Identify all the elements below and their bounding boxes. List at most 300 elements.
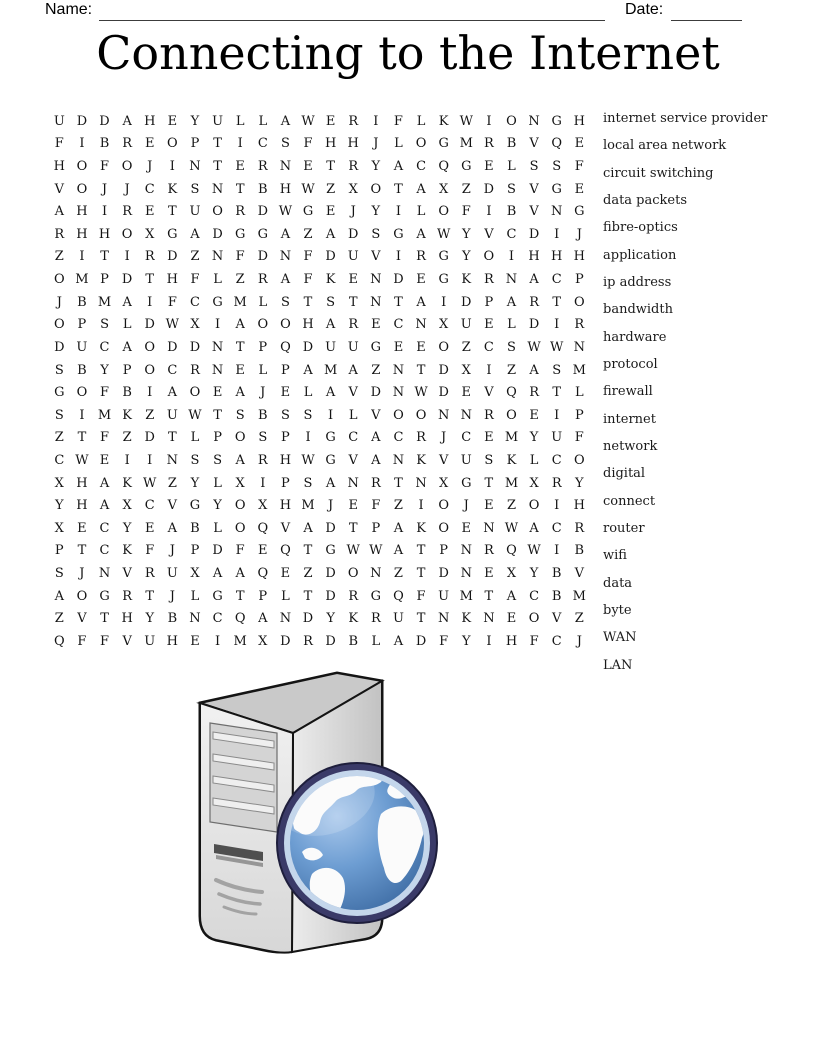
grid-letter: O	[573, 294, 585, 310]
grid-letter: G	[461, 475, 472, 491]
grid-letter: A	[54, 204, 64, 220]
grid-letter: A	[122, 113, 132, 129]
grid-letter: X	[235, 475, 245, 491]
grid-letter: D	[325, 249, 336, 265]
grid-letter: S	[303, 407, 313, 423]
grid-letter: U	[144, 633, 156, 649]
grid-letter: P	[122, 362, 132, 378]
grid-letter: O	[393, 407, 404, 423]
grid-letter: T	[77, 430, 87, 446]
grid-letter: Z	[235, 272, 245, 288]
grid-letter: M	[459, 588, 473, 604]
grid-letter: L	[281, 588, 290, 604]
grid-letter: C	[551, 633, 562, 649]
grid-row	[48, 472, 591, 495]
grid-letter: T	[100, 249, 109, 265]
grid-letter: D	[302, 611, 314, 627]
grid-row	[48, 585, 591, 608]
grid-letter: G	[438, 272, 449, 288]
grid-letter: Y	[371, 204, 381, 220]
grid-letter: J	[124, 181, 130, 197]
grid-letter: J	[147, 159, 153, 175]
grid-letter: V	[438, 452, 449, 468]
grid-letter: V	[574, 565, 585, 581]
grid-letter: E	[303, 159, 313, 175]
grid-letter: U	[325, 339, 337, 355]
grid-letter: T	[213, 407, 222, 423]
grid-letter: N	[460, 407, 472, 423]
grid-letter: D	[370, 385, 382, 401]
grid-letter: F	[303, 136, 313, 152]
word-list-item: wifi	[603, 548, 627, 564]
grid-letter: V	[77, 611, 87, 627]
word-search-grid	[48, 110, 591, 653]
grid-letter: Z	[167, 475, 177, 491]
grid-letter: Y	[529, 565, 539, 581]
grid-letter: J	[576, 226, 582, 242]
grid-letter: J	[576, 633, 582, 649]
grid-letter: H	[573, 113, 585, 129]
grid-letter: F	[100, 159, 110, 175]
grid-letter: M	[504, 430, 519, 446]
grid-letter: E	[99, 452, 110, 468]
grid-letter: U	[347, 249, 359, 265]
grid-letter: W	[278, 204, 293, 220]
grid-letter: H	[76, 204, 88, 220]
grid-letter: I	[305, 430, 311, 446]
grid-letter: W	[550, 339, 564, 355]
grid-letter: A	[235, 317, 245, 333]
grid-letter: J	[79, 565, 85, 581]
word-list-item: router	[603, 521, 645, 537]
grid-letter: U	[551, 430, 563, 446]
grid-letter: K	[348, 611, 359, 627]
grid-letter: O	[212, 204, 223, 220]
grid-letter: T	[303, 543, 313, 559]
grid-letter: E	[574, 136, 585, 152]
grid-letter: R	[122, 136, 133, 152]
grid-letter: S	[54, 362, 64, 378]
grid-letter: B	[77, 294, 87, 310]
grid-letter: N	[279, 611, 292, 627]
grid-letter: Y	[461, 249, 471, 265]
grid-letter: F	[100, 385, 110, 401]
grid-row	[48, 223, 591, 246]
grid-letter: J	[56, 294, 62, 310]
grid-letter: F	[235, 249, 245, 265]
grid-letter: E	[325, 113, 336, 129]
grid-letter: O	[144, 339, 156, 355]
grid-letter: S	[484, 452, 494, 468]
grid-letter: T	[77, 543, 87, 559]
grid-letter: T	[348, 294, 358, 310]
grid-letter: Z	[371, 362, 381, 378]
word-list	[603, 105, 767, 679]
grid-row	[48, 359, 591, 382]
grid-letter: D	[438, 565, 449, 581]
grid-letter: I	[486, 204, 492, 220]
grid-letter: C	[99, 339, 110, 355]
grid-letter: X	[348, 181, 358, 197]
grid-letter: N	[392, 362, 405, 378]
grid-letter: S	[280, 407, 290, 423]
grid-letter: N	[483, 520, 495, 536]
grid-letter: Z	[303, 565, 313, 581]
word-list-item: firewall	[603, 384, 653, 400]
grid-letter: J	[169, 588, 175, 604]
grid-letter: O	[234, 520, 246, 536]
word-list-item: connect	[603, 493, 656, 509]
grid-letter: A	[393, 543, 404, 559]
grid-letter: A	[371, 430, 381, 446]
grid-letter: P	[54, 543, 64, 559]
grid-letter: M	[301, 498, 315, 514]
grid-letter: A	[122, 294, 132, 310]
grid-letter: G	[167, 226, 178, 242]
grid-letter: U	[53, 113, 65, 129]
grid-letter: U	[460, 317, 472, 333]
grid-letter: X	[122, 498, 132, 514]
grid-letter: O	[438, 498, 449, 514]
grid-letter: W	[369, 543, 383, 559]
grid-letter: D	[438, 385, 449, 401]
grid-letter: E	[529, 407, 539, 423]
grid-letter: S	[280, 294, 290, 310]
grid-letter: O	[528, 611, 540, 627]
grid-letter: O	[76, 385, 88, 401]
grid-letter: K	[461, 611, 472, 627]
grid-letter: M	[504, 475, 519, 491]
grid-letter: I	[169, 159, 175, 175]
grid-letter: Y	[190, 113, 200, 129]
grid-row	[48, 404, 591, 427]
grid-letter: A	[280, 226, 291, 242]
grid-letter: E	[212, 385, 223, 401]
grid-letter: K	[416, 520, 426, 536]
grid-letter: R	[122, 204, 133, 220]
grid-letter: F	[145, 543, 155, 559]
grid-letter: Q	[506, 385, 517, 401]
grid-letter: I	[554, 317, 560, 333]
grid-letter: W	[527, 339, 541, 355]
grid-letter: W	[301, 113, 315, 129]
grid-letter: I	[328, 407, 334, 423]
grid-letter: H	[279, 452, 292, 468]
grid-letter: G	[370, 339, 382, 355]
grid-letter: O	[121, 159, 133, 175]
grid-letter: G	[212, 588, 223, 604]
grid-letter: W	[75, 452, 89, 468]
grid-letter: Y	[122, 520, 132, 536]
grid-letter: O	[189, 385, 201, 401]
grid-letter: K	[122, 407, 132, 423]
grid-letter: O	[234, 430, 246, 446]
grid-letter: A	[167, 385, 178, 401]
word-list-item: network	[603, 439, 658, 455]
grid-letter: R	[303, 633, 313, 649]
grid-letter: B	[122, 385, 132, 401]
grid-letter: C	[144, 498, 155, 514]
word-list-item: internet	[603, 411, 656, 427]
grid-letter: A	[280, 272, 291, 288]
grid-letter: H	[279, 181, 292, 197]
grid-letter: W	[504, 520, 519, 536]
grid-letter: N	[437, 611, 450, 627]
grid-letter: V	[348, 452, 358, 468]
grid-letter: H	[53, 159, 65, 175]
grid-letter: G	[551, 181, 562, 197]
grid-letter: H	[551, 249, 563, 265]
grid-letter: H	[144, 113, 156, 129]
grid-letter: W	[188, 407, 202, 423]
grid-letter: T	[235, 181, 245, 197]
grid-letter: N	[415, 317, 427, 333]
grid-letter: V	[280, 520, 291, 536]
grid-letter: Z	[461, 339, 471, 355]
grid-letter: K	[122, 475, 132, 491]
grid-letter: T	[326, 159, 335, 175]
grid-letter: R	[574, 317, 585, 333]
grid-letter: B	[77, 362, 87, 378]
grid-letter: F	[529, 633, 539, 649]
grid-letter: A	[416, 294, 426, 310]
grid-letter: G	[438, 136, 449, 152]
grid-letter: O	[347, 565, 359, 581]
grid-letter: I	[554, 543, 560, 559]
grid-letter: V	[529, 204, 539, 220]
grid-letter: L	[416, 113, 426, 129]
grid-letter: V	[552, 611, 562, 627]
grid-letter: E	[280, 565, 291, 581]
grid-letter: O	[370, 181, 382, 197]
grid-letter: A	[190, 226, 200, 242]
grid-letter: R	[257, 452, 268, 468]
grid-letter: L	[258, 113, 268, 129]
grid-letter: V	[54, 181, 64, 197]
grid-letter: T	[416, 565, 426, 581]
name-label: Name:	[45, 1, 93, 18]
grid-letter: P	[258, 339, 268, 355]
page-title: Connecting to the Internet	[96, 26, 720, 80]
grid-letter: D	[189, 339, 201, 355]
grid-letter: K	[506, 452, 517, 468]
grid-letter: N	[392, 452, 405, 468]
grid-letter: T	[552, 294, 562, 310]
grid-letter: H	[528, 249, 540, 265]
grid-letter: G	[189, 498, 201, 514]
grid-letter: L	[394, 136, 403, 152]
grid-letter: A	[235, 565, 245, 581]
grid-letter: H	[98, 226, 111, 242]
grid-letter: V	[529, 181, 539, 197]
grid-letter: N	[370, 565, 382, 581]
grid-letter: T	[416, 362, 426, 378]
grid-letter: R	[235, 204, 246, 220]
word-list-item: LAN	[603, 657, 633, 673]
grid-letter: N	[551, 204, 563, 220]
grid-letter: O	[76, 159, 88, 175]
grid-letter: D	[144, 317, 155, 333]
grid-letter: J	[441, 430, 447, 446]
grid-letter: D	[257, 249, 268, 265]
grid-letter: D	[325, 520, 336, 536]
grid-letter: J	[373, 136, 379, 152]
grid-letter: S	[100, 317, 109, 333]
grid-letter: U	[392, 611, 404, 627]
grid-letter: E	[235, 159, 245, 175]
grid-letter: I	[124, 249, 130, 265]
grid-letter: X	[506, 565, 517, 581]
grid-letter: T	[213, 159, 222, 175]
grid-letter: P	[213, 430, 222, 446]
grid-letter: I	[554, 226, 560, 242]
grid-letter: F	[371, 498, 381, 514]
grid-letter: T	[145, 588, 155, 604]
grid-letter: E	[416, 339, 426, 355]
grid-letter: S	[280, 136, 290, 152]
grid-letter: Q	[438, 159, 449, 175]
grid-letter: O	[415, 407, 427, 423]
grid-letter: T	[484, 475, 494, 491]
grid-letter: N	[460, 565, 472, 581]
grid-letter: F	[235, 543, 245, 559]
word-list-item: internet service provider	[603, 111, 768, 127]
grid-letter: H	[347, 136, 359, 152]
grid-letter: Q	[280, 339, 291, 355]
grid-letter: U	[189, 204, 201, 220]
grid-letter: T	[394, 475, 403, 491]
grid-letter: E	[144, 204, 155, 220]
grid-letter: R	[483, 543, 494, 559]
grid-letter: R	[574, 520, 585, 536]
grid-letter: G	[370, 588, 382, 604]
grid-letter: A	[325, 385, 336, 401]
grid-letter: X	[439, 181, 449, 197]
grid-letter: A	[416, 181, 426, 197]
grid-letter: O	[438, 204, 449, 220]
grid-letter: L	[235, 113, 245, 129]
grid-letter: L	[348, 407, 358, 423]
grid-letter: T	[394, 181, 403, 197]
grid-letter: W	[301, 452, 315, 468]
grid-letter: O	[528, 498, 540, 514]
grid-letter: S	[190, 181, 200, 197]
grid-letter: S	[235, 407, 245, 423]
grid-letter: K	[416, 452, 426, 468]
grid-letter: S	[507, 181, 516, 197]
grid-letter: P	[574, 407, 584, 423]
grid-letter: A	[506, 588, 517, 604]
grid-letter: V	[348, 385, 358, 401]
grid-letter: R	[348, 588, 359, 604]
grid-letter: I	[554, 407, 560, 423]
grid-letter: H	[76, 226, 88, 242]
grid-letter: T	[145, 272, 155, 288]
grid-letter: J	[328, 498, 334, 514]
grid-letter: K	[325, 272, 336, 288]
grid-letter: C	[461, 430, 472, 446]
grid-letter: D	[167, 339, 178, 355]
grid-letter: C	[212, 611, 223, 627]
grid-letter: R	[416, 430, 426, 446]
grid-letter: I	[441, 294, 447, 310]
grid-letter: Q	[393, 588, 404, 604]
grid-letter: N	[370, 272, 382, 288]
grid-letter: Z	[122, 430, 132, 446]
grid-letter: C	[257, 136, 268, 152]
grid-letter: P	[100, 272, 109, 288]
grid-letter: C	[551, 452, 562, 468]
date-blank-line	[671, 20, 742, 21]
grid-letter: D	[54, 339, 65, 355]
grid-letter: R	[483, 272, 494, 288]
word-list-item: digital	[603, 466, 646, 482]
grid-letter: C	[393, 430, 404, 446]
grid-letter: E	[167, 113, 178, 129]
grid-letter: X	[54, 475, 64, 491]
grid-letter: Y	[575, 475, 584, 491]
grid-letter: C	[529, 588, 540, 604]
grid-letter: A	[393, 633, 404, 649]
grid-letter: G	[257, 226, 268, 242]
grid-letter: S	[529, 159, 539, 175]
grid-letter: Q	[257, 520, 269, 536]
grid-letter: G	[54, 385, 65, 401]
grid-letter: S	[54, 407, 64, 423]
grid-letter: N	[211, 249, 224, 265]
grid-letter: L	[529, 452, 539, 468]
grid-letter: I	[486, 633, 492, 649]
grid-letter: C	[393, 317, 404, 333]
grid-letter: S	[552, 362, 562, 378]
grid-row	[48, 540, 591, 563]
grid-letter: A	[303, 362, 313, 378]
grid-letter: E	[461, 385, 472, 401]
grid-letter: V	[371, 407, 381, 423]
grid-letter: D	[348, 226, 359, 242]
grid-letter: E	[393, 339, 404, 355]
grid-letter: F	[167, 294, 177, 310]
grid-letter: C	[99, 543, 110, 559]
grid-letter: O	[167, 136, 178, 152]
grid-letter: V	[371, 249, 381, 265]
grid-letter: N	[528, 113, 540, 129]
grid-letter: P	[258, 588, 268, 604]
grid-letter: L	[190, 430, 200, 446]
grid-letter: P	[574, 272, 584, 288]
grid-letter: I	[508, 249, 515, 265]
grid-letter: N	[483, 611, 495, 627]
grid-letter: C	[144, 181, 155, 197]
grid-letter: T	[348, 520, 358, 536]
grid-row	[48, 313, 591, 336]
grid-letter: A	[303, 520, 313, 536]
grid-letter: I	[79, 249, 85, 265]
grid-letter: Q	[257, 565, 269, 581]
grid-letter: M	[75, 272, 89, 288]
grid-row	[48, 268, 591, 291]
grid-letter: D	[76, 113, 88, 129]
grid-letter: O	[76, 181, 88, 197]
grid-letter: U	[166, 407, 178, 423]
grid-letter: Z	[54, 249, 64, 265]
grid-letter: Z	[54, 430, 64, 446]
grid-row	[48, 110, 591, 133]
grid-letter: I	[237, 136, 243, 152]
grid-letter: T	[213, 136, 222, 152]
grid-letter: G	[212, 294, 223, 310]
grid-letter: N	[189, 611, 201, 627]
